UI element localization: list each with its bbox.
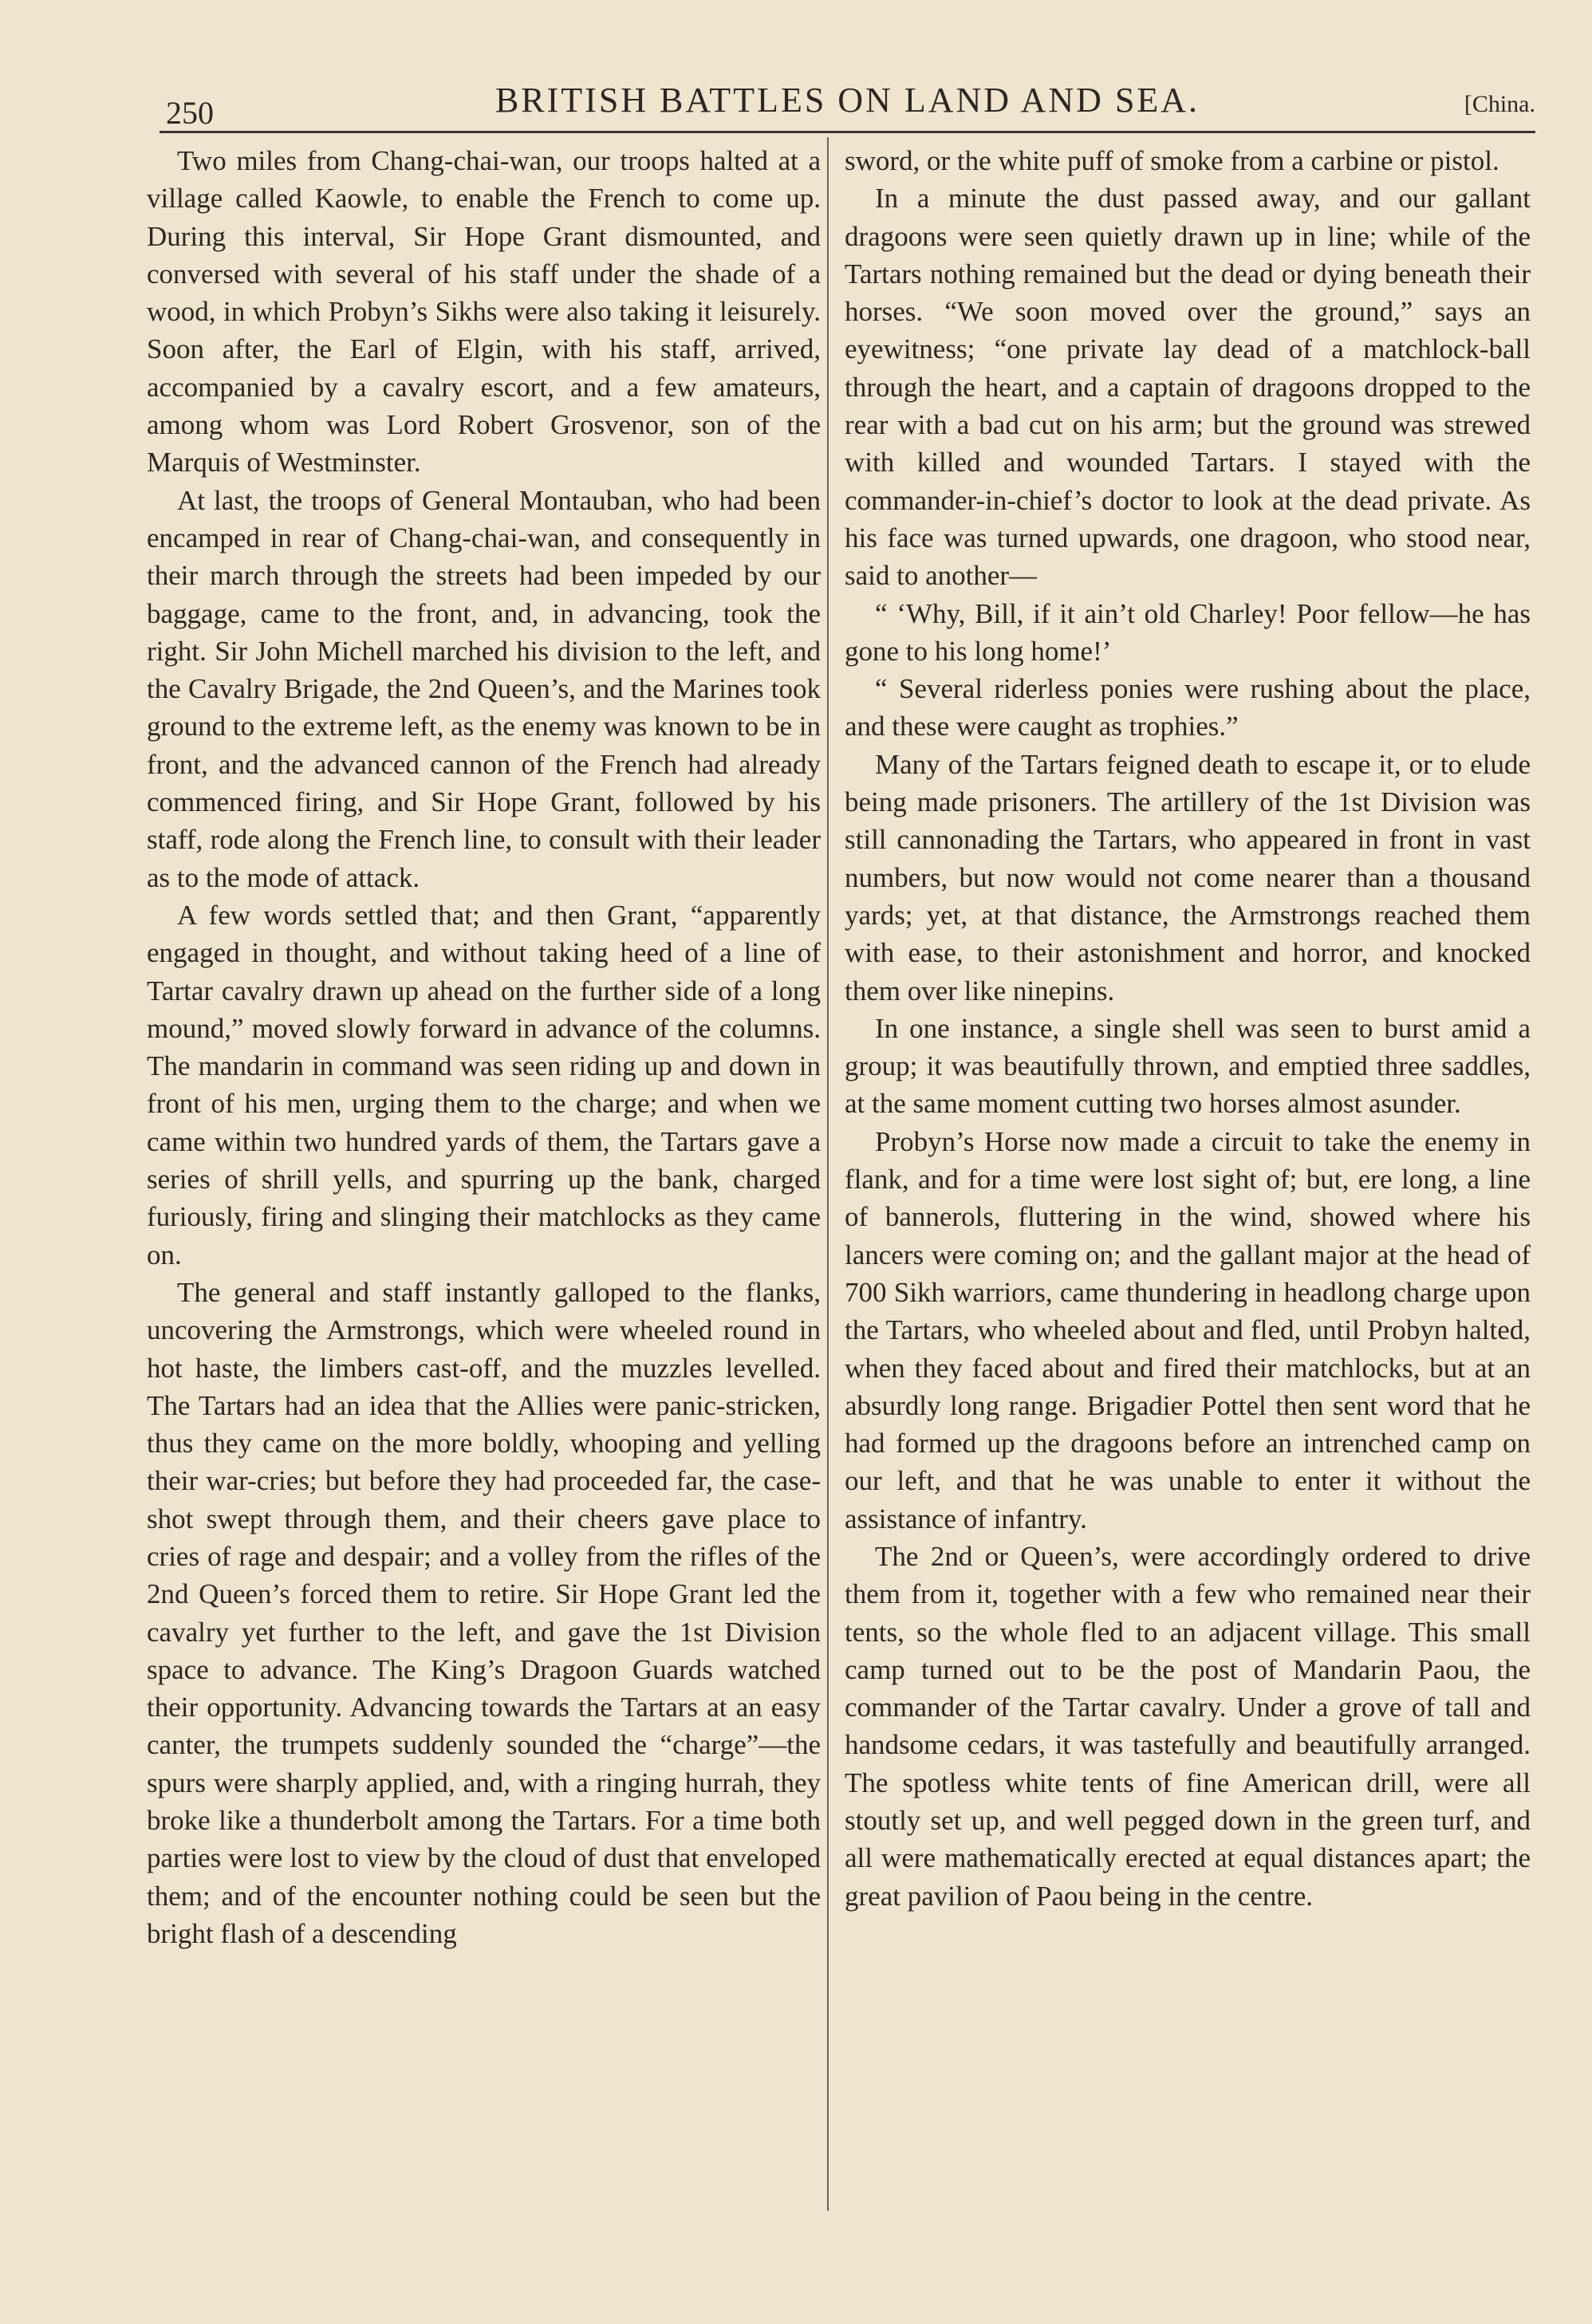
page-header xyxy=(160,77,1535,132)
running-title: BRITISH BATTLES ON LAND AND SEA. xyxy=(495,81,1200,120)
paragraph: “ Several riderless ponies were rushing about the place, and these were caught as trophies.” xyxy=(845,673,1531,742)
section-tag: [China. xyxy=(1464,91,1535,117)
column-divider xyxy=(827,137,829,2211)
right-column xyxy=(845,142,1531,1915)
paragraph: “ ‘Why, Bill, if it ain’t old Charley! Poor fellow—he has gone to his long home!’ xyxy=(845,597,1531,667)
paragraph: In one instance, a single shell was seen to burst amid a group; it was beautifully thrown, and emptied three saddles, at the same moment cutting two horses almost asunder. xyxy=(845,1012,1531,1120)
paragraph: Two miles from Chang-chai-wan, our troops halted at a village called Kaowle, to enable the French to come up. During this interval, Sir Hope Grant dismounted, and conversed with several of his staff under the shade of a wood, in which Probyn’s Sikhs were also taking it leisurely. Soon after, the Earl of Elgin, with his staff, arrived, accompanied by a cavalry escort, and a few amateurs, among whom was Lord Robert Grosvenor, son of the Marquis of Westminster. xyxy=(147,145,821,479)
left-column xyxy=(147,142,821,1952)
header-rule xyxy=(160,131,1535,133)
paragraph: Probyn’s Horse now made a circuit to take the enemy in flank, and for a time were lost sight of; but, ere long, a line of bannerols, fluttering in the wind, showed where his lancers were coming on; and the gallant major at the head of 700 Sikh warriors, came thundering in headlong charge upon the Tartars, who wheeled about and fled, until Probyn halted, when they faced about and fired their matchlocks, but at an absurdly long range. Brigadier Pottel then sent word that he had formed up the dragoons before an intrenched camp on our left, and that he was unable to enter it without the assistance of infantry. xyxy=(845,1125,1531,1534)
paragraph-continued: sword, or the white puff of smoke from a carbine or pistol. xyxy=(845,145,1499,176)
paragraph: At last, the troops of General Montauban, who had been encamped in rear of Chang-chai-wan, and consequently in their march through the streets had been impeded by our baggage, came to the front, and, in advancing, took the right. Sir John Michell marched his division to the left, and the Cavalry Brigade, the 2nd Queen’s, and the Marines took ground to the extreme left, as the enemy was known to be in front, and the advanced cannon of the French had already commenced firing, and Sir Hope Grant, followed by his staff, rode along the French line, to consult with their leader as to the mode of attack. xyxy=(147,484,821,893)
paragraph: Many of the Tartars feigned death to escape it, or to elude being made prisoners. The artillery of the 1st Division was still cannonading the Tartars, who appeared in front in vast numbers, but now would not come nearer than a thousand yards; yet, at that distance, the Armstrongs reached them with ease, to their astonishment and horror, and knocked them over like ninepins. xyxy=(845,748,1531,1006)
paragraph: A few words settled that; and then Grant, “apparently engaged in thought, and without taking heed of a line of Tartar cavalry drawn up ahead on the further side of a long mound,” moved slowly forward in advance of the columns. The mandarin in command was seen riding up and down in front of his men, urging them to the charge; and when we came within two hundred yards of them, the Tartars gave a series of shrill yells, and spurring up the bank, charged furiously, firing and slinging their matchlocks as they came on. xyxy=(147,899,821,1270)
paragraph: The 2nd or Queen’s, were accordingly ordered to drive them from it, together with a few who remained near their tents, so the whole fled to an adjacent village. This small camp turned out to be the post of Mandarin Paou, the commander of the Tartar cavalry. Under a grove of tall and handsome cedars, it was tastefully and beautifully arranged. The spotless white tents of fine American drill, were all stoutly set up, and well pegged down in the green turf, and all were mathematically erected at equal distances apart; the great pavilion of Paou being in the centre. xyxy=(845,1540,1531,1912)
paragraph: In a minute the dust passed away, and our gallant dragoons were seen quietly drawn up in line; while of the Tartars nothing remained but the dead or dying beneath their horses. “We soon moved over the ground,” says an eyewitness; “one private lay dead of a matchlock-ball through the heart, and a captain of dragoons dropped to the rear with a bad cut on his arm; but the ground was strewed with killed and wounded Tartars. I stayed with the commander-in-chief’s doctor to look at the dead private. As his face was turned upwards, one dragoon, who stood near, said to another— xyxy=(845,183,1531,592)
page-number: 250 xyxy=(166,95,214,131)
paragraph: The general and staff instantly galloped to the flanks, uncovering the Armstrongs, which were wheeled round in hot haste, the limbers cast-off, and the muzzles levelled. The Tartars had an idea that the Allies were panic-stricken, thus they came on the more boldly, whooping and yelling their war-cries; but before they had proceeded far, the case-shot swept through them, and their cheers gave place to cries of rage and despair; and a volley from the rifles of the 2nd Queen’s forced them to retire. Sir Hope Grant led the cavalry yet further to the left, and gave the 1st Division space to advance. The King’s Dragoon Guards watched their opportunity. Advancing towards the Tartars at an easy canter, the trumpets suddenly sounded the “charge”—the spurs were sharply applied, and, with a ringing hurrah, they broke like a thunderbolt among the Tartars. For a time both parties were lost to view by the cloud of dust that enveloped them; and of the encounter nothing could be seen but the bright flash of a descending xyxy=(147,1276,821,1949)
